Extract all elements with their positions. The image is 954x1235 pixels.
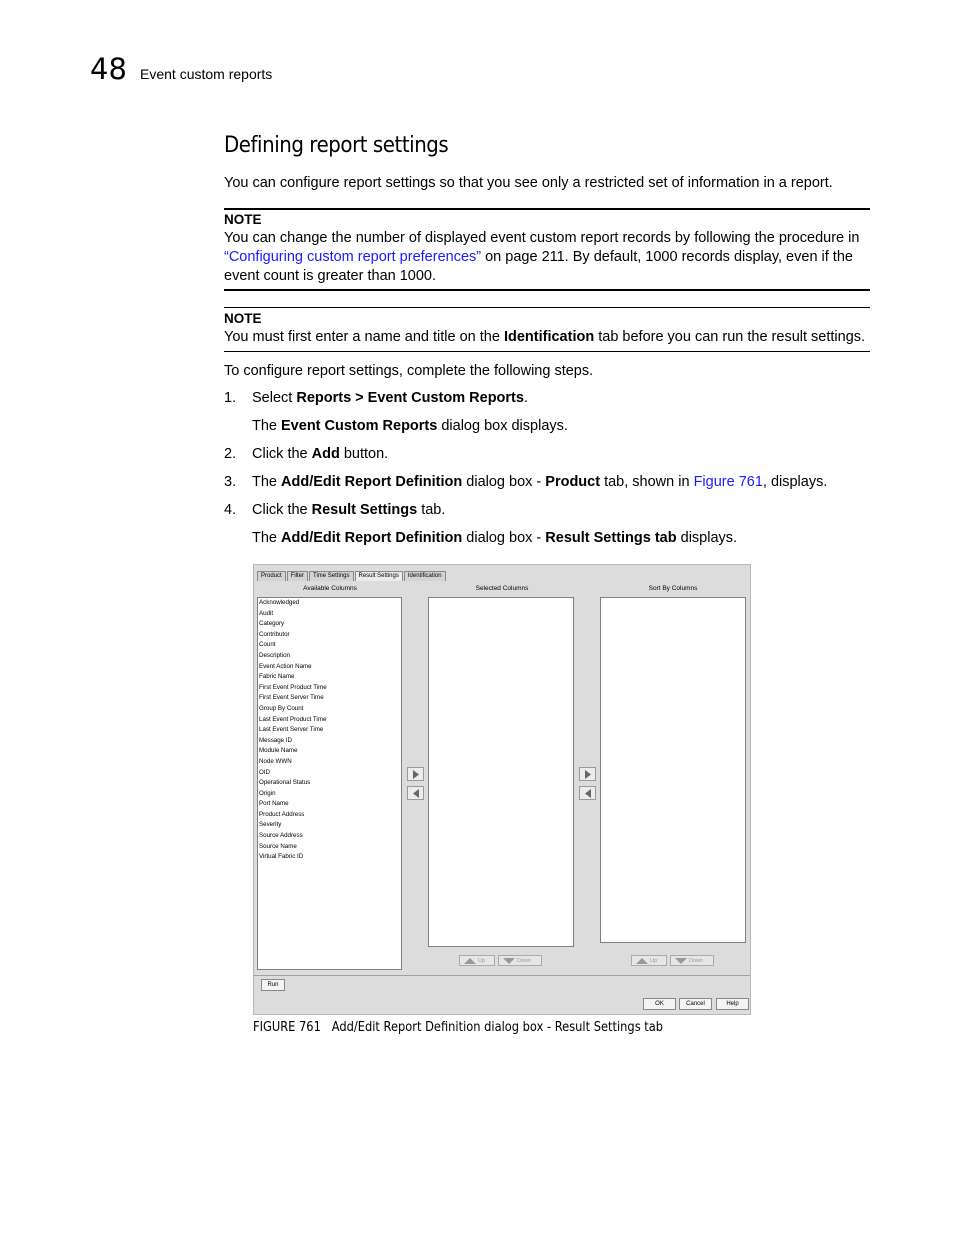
step2-text <box>252 446 388 462</box>
selected-down-label: Down <box>517 958 532 964</box>
steps-intro: To configure report settings, complete the following steps. <box>224 363 594 379</box>
step1-pre: Select <box>252 390 297 406</box>
available-column-item[interactable]: Fabric Name <box>259 673 295 681</box>
note1-body <box>224 229 874 286</box>
step4-number: 4. <box>224 502 237 518</box>
step1-sub-post: dialog box displays. <box>437 418 568 434</box>
section-title: Defining report settings <box>224 133 449 158</box>
step1-text <box>252 390 528 406</box>
step3-number: 3. <box>224 474 237 490</box>
available-column-item[interactable]: Operational Status <box>259 779 311 787</box>
available-column-item[interactable]: Audit <box>259 609 274 617</box>
step4-text <box>252 502 445 518</box>
step1-sub-pre: The <box>252 418 282 434</box>
sort-up-button[interactable] <box>631 955 667 966</box>
step1-post: . <box>523 390 528 406</box>
note2-bottom-rule <box>224 351 870 352</box>
note1-line1: You can change the number of displayed event custom report records by following the procedure in <box>224 230 860 246</box>
figure-label: FIGURE 761 <box>253 1020 321 1035</box>
step4-sub <box>252 530 737 546</box>
chapter-number: 48 <box>90 52 127 86</box>
step3-bold2: Product <box>545 474 601 490</box>
step4-sub-post: displays. <box>676 530 738 546</box>
step3-mid2: tab, shown in <box>600 474 694 490</box>
available-column-item[interactable]: First Event Server Time <box>259 694 324 702</box>
step3-text <box>252 474 827 490</box>
sort-by-columns-header: Sort By Columns <box>648 585 698 592</box>
selected-down-button[interactable] <box>498 955 542 966</box>
available-column-item[interactable]: Node WWN <box>259 757 292 765</box>
available-column-item[interactable]: Port Name <box>259 800 289 808</box>
available-column-item[interactable]: Category <box>259 620 285 628</box>
available-columns-list[interactable] <box>257 597 402 970</box>
step4-sub-pre: The <box>252 530 282 546</box>
available-column-item[interactable]: Last Event Server Time <box>259 726 324 734</box>
arrow-down-icon <box>675 958 687 964</box>
step2-bold: Add <box>311 446 340 462</box>
tab-filter[interactable]: Filter <box>287 571 308 581</box>
available-column-item[interactable]: Group By Count <box>259 704 304 712</box>
dialog-separator <box>254 975 750 976</box>
help-button[interactable]: Help <box>716 998 749 1010</box>
available-column-item[interactable]: OID <box>259 768 271 776</box>
sort-down-label: Down <box>689 958 704 964</box>
note2-pre: You must first enter a name and title on the <box>224 329 504 345</box>
arrow-up-icon <box>464 958 476 964</box>
available-column-item[interactable]: Description <box>259 651 290 659</box>
step2-post: button. <box>339 446 389 462</box>
note1-line2 <box>224 248 874 267</box>
step4-bold: Result Settings <box>311 502 418 518</box>
available-column-item[interactable]: Product Address <box>259 810 305 818</box>
note2-top-rule <box>224 307 870 308</box>
step3-bold1: Add/Edit Report Definition <box>281 474 463 490</box>
arrow-up-icon <box>636 958 648 964</box>
note1-link[interactable]: “Configuring custom report preferences” <box>224 249 482 265</box>
selected-columns-list[interactable] <box>428 597 574 947</box>
sort-down-button[interactable] <box>670 955 714 966</box>
run-button[interactable]: Run <box>261 979 285 991</box>
available-column-item[interactable]: Message ID <box>259 736 293 744</box>
add-column-button[interactable] <box>407 767 424 781</box>
available-column-item[interactable]: Source Address <box>259 832 303 840</box>
step3-mid: dialog box - <box>462 474 546 490</box>
step4-sub-bold2: Result Settings tab <box>545 530 677 546</box>
step4-pre: Click the <box>252 502 312 518</box>
note1-bottom-rule <box>224 289 870 291</box>
figure-caption <box>253 1020 663 1035</box>
sort-up-label: Up <box>650 958 658 964</box>
tab-product[interactable]: Product <box>257 571 286 581</box>
available-column-item[interactable]: First Event Product Time <box>259 683 327 691</box>
note1-label: NOTE <box>224 212 262 227</box>
step1-bold: Reports > Event Custom Reports <box>296 390 524 406</box>
figure-link[interactable]: Figure 761 <box>693 474 763 490</box>
step2-number: 2. <box>224 446 237 462</box>
intro-paragraph: You can configure report settings so that you see only a restricted set of information in a report. <box>224 175 833 191</box>
remove-column-button[interactable] <box>407 786 424 800</box>
available-column-item[interactable]: Event Action Name <box>259 662 312 670</box>
selected-up-label: Up <box>478 958 486 964</box>
available-column-item[interactable]: Origin <box>259 789 276 797</box>
note2-post: tab before you can run the result settings. <box>594 329 866 345</box>
cancel-button[interactable]: Cancel <box>679 998 712 1010</box>
available-column-item[interactable]: Module Name <box>259 747 298 755</box>
add-sort-column-button[interactable] <box>579 767 596 781</box>
arrow-down-icon <box>503 958 515 964</box>
tab-result-settings[interactable]: Result Settings <box>355 571 403 581</box>
available-column-item[interactable]: Severity <box>259 821 282 829</box>
available-columns-header: Available Columns <box>303 585 357 592</box>
available-column-item[interactable]: Contributor <box>259 630 290 638</box>
selected-up-button[interactable] <box>459 955 495 966</box>
note2-bold: Identification <box>503 329 595 345</box>
tab-identification[interactable]: Identification <box>404 571 446 581</box>
chapter-title: Event custom reports <box>140 66 273 82</box>
note2-body <box>224 328 865 347</box>
step4-sub-mid: dialog box - <box>462 530 546 546</box>
remove-sort-column-button[interactable] <box>579 786 596 800</box>
dialog-tabs <box>257 571 447 581</box>
arrow-right-icon <box>412 770 420 779</box>
arrow-left-icon <box>412 789 420 798</box>
note2-label: NOTE <box>224 311 262 326</box>
step1-sub <box>252 418 568 434</box>
selected-columns-header: Selected Columns <box>475 585 529 592</box>
available-column-item[interactable]: Count <box>259 641 276 649</box>
note1-line3: event count is greater than 1000. <box>224 268 437 284</box>
arrow-left-icon <box>584 789 592 798</box>
step3-post: , displays. <box>762 474 828 490</box>
step4-post: tab. <box>417 502 446 518</box>
note1-top-rule <box>224 208 870 210</box>
sort-by-columns-list[interactable] <box>600 597 746 943</box>
step3-pre: The <box>252 474 282 490</box>
note1-line2-rest: on page 211. By default, 1000 records display, even if the <box>481 249 853 265</box>
tab-time-settings[interactable]: Time Settings <box>309 571 353 581</box>
step1-number: 1. <box>224 390 237 406</box>
available-column-item[interactable]: Last Event Product Time <box>259 715 327 723</box>
step2-pre: Click the <box>252 446 312 462</box>
available-column-item[interactable]: Virtual Fabric ID <box>259 853 304 861</box>
arrow-right-icon <box>584 770 592 779</box>
step1-sub-bold: Event Custom Reports <box>281 418 438 434</box>
step4-sub-bold1: Add/Edit Report Definition <box>281 530 463 546</box>
ok-button[interactable]: OK <box>643 998 676 1010</box>
result-settings-dialog <box>253 564 751 1015</box>
available-column-item[interactable]: Source Name <box>259 842 297 850</box>
figure-caption-text: Add/Edit Report Definition dialog box - Result Settings tab <box>331 1020 664 1035</box>
available-column-item[interactable]: Acknowledged <box>259 599 300 606</box>
